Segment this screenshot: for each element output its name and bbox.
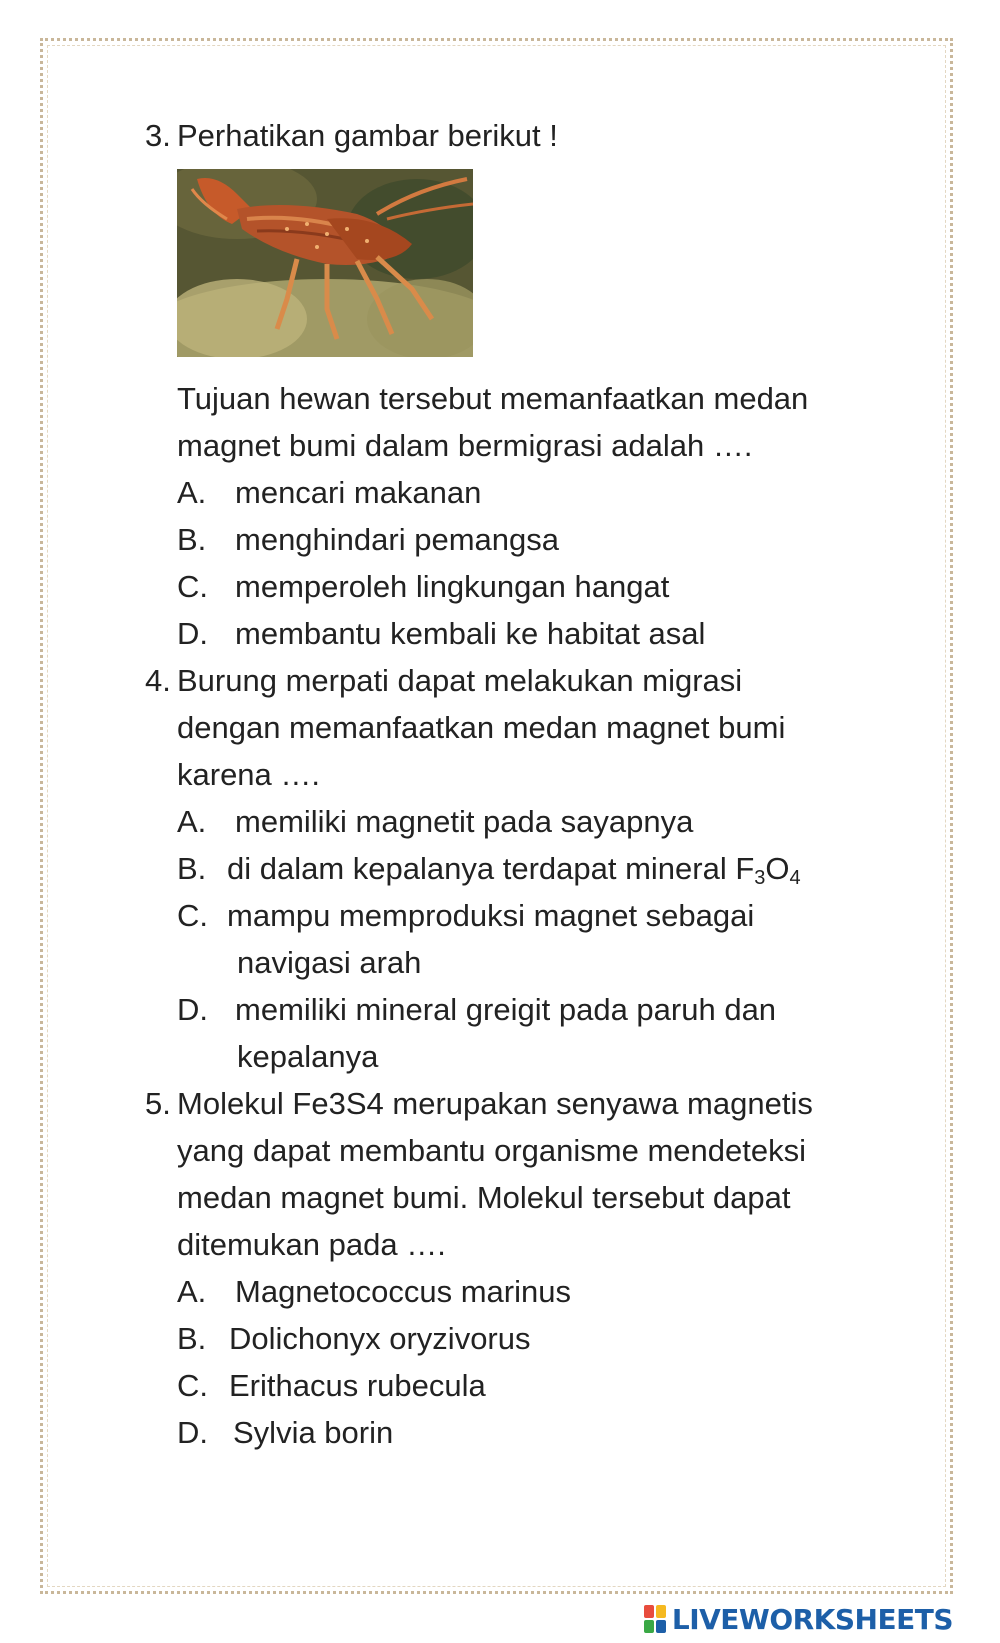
question-text-line: Molekul Fe3S4 merupakan senyawa magnetis bbox=[177, 1086, 813, 1121]
option-text: menghindari pemangsa bbox=[235, 522, 559, 557]
question-5 bbox=[145, 1080, 865, 1456]
option-a[interactable] bbox=[177, 469, 865, 516]
option-text: mencari makanan bbox=[235, 475, 482, 510]
question-text-line: medan magnet bumi. Molekul tersebut dapat bbox=[177, 1180, 791, 1215]
question-3 bbox=[145, 112, 865, 657]
option-text-continued: kepalanya bbox=[237, 1039, 379, 1074]
option-text: memiliki mineral greigit pada paruh dan bbox=[235, 992, 777, 1027]
option-text: Dolichonyx oryzivorus bbox=[229, 1321, 531, 1356]
lobster-photo bbox=[177, 169, 473, 357]
option-letter: B. bbox=[177, 1321, 207, 1356]
question-text-line: ditemukan pada …. bbox=[177, 1227, 446, 1262]
option-c[interactable] bbox=[177, 1362, 865, 1409]
worksheet-content bbox=[145, 112, 865, 1456]
subscript-4: 4 bbox=[789, 867, 801, 889]
option-letter: D. bbox=[177, 616, 208, 651]
option-letter: A. bbox=[177, 1274, 207, 1309]
option-text: di dalam kepalanya terdapat mineral F bbox=[227, 851, 755, 886]
option-letter: B. bbox=[177, 522, 207, 557]
question-number: 5. bbox=[145, 1086, 171, 1121]
question-4 bbox=[145, 657, 865, 1080]
option-letter: B. bbox=[177, 851, 207, 886]
question-text: Perhatikan gambar berikut ! bbox=[177, 118, 558, 153]
formula-o: O bbox=[765, 851, 790, 886]
option-letter: A. bbox=[177, 804, 207, 839]
logo-square-yellow bbox=[656, 1605, 666, 1618]
option-letter: D. bbox=[177, 992, 208, 1027]
option-b[interactable] bbox=[177, 1315, 865, 1362]
option-letter: C. bbox=[177, 898, 208, 933]
option-a[interactable] bbox=[177, 798, 865, 845]
option-d[interactable] bbox=[177, 610, 865, 657]
option-text-continued: navigasi arah bbox=[237, 945, 422, 980]
option-b[interactable] bbox=[177, 845, 865, 892]
option-letter: D. bbox=[177, 1415, 208, 1450]
option-text: membantu kembali ke habitat asal bbox=[235, 616, 706, 651]
option-b[interactable] bbox=[177, 516, 865, 563]
option-letter: A. bbox=[177, 475, 207, 510]
option-a[interactable] bbox=[177, 1268, 865, 1315]
question-text-line: karena …. bbox=[177, 757, 321, 792]
option-text: mampu memproduksi magnet sebagai bbox=[227, 898, 755, 933]
liveworksheets-logo-icon bbox=[644, 1605, 666, 1633]
logo-square-blue bbox=[656, 1620, 666, 1633]
option-d[interactable] bbox=[177, 986, 865, 1080]
option-text: Sylvia borin bbox=[233, 1415, 394, 1450]
option-text: memperoleh lingkungan hangat bbox=[235, 569, 670, 604]
subscript-3: 3 bbox=[754, 867, 766, 889]
option-text: Erithacus rubecula bbox=[229, 1368, 486, 1403]
question-text-line: dengan memanfaatkan medan magnet bumi bbox=[177, 710, 786, 745]
liveworksheets-logo bbox=[644, 1601, 953, 1637]
logo-square-red bbox=[644, 1605, 654, 1618]
question-number: 3. bbox=[145, 118, 171, 153]
option-d[interactable] bbox=[177, 1409, 865, 1456]
logo-square-green bbox=[644, 1620, 654, 1633]
question-prompt-line: Tujuan hewan tersebut memanfaatkan medan bbox=[177, 381, 809, 416]
option-text: memiliki magnetit pada sayapnya bbox=[235, 804, 694, 839]
option-letter: C. bbox=[177, 569, 208, 604]
option-text: Magnetococcus marinus bbox=[235, 1274, 571, 1309]
question-text-line: Burung merpati dapat melakukan migrasi bbox=[177, 663, 743, 698]
question-number: 4. bbox=[145, 663, 171, 698]
question-text-line: yang dapat membantu organisme mendeteksi bbox=[177, 1133, 806, 1168]
option-letter: C. bbox=[177, 1368, 208, 1403]
option-c[interactable] bbox=[177, 563, 865, 610]
question-prompt-line: magnet bumi dalam bermigrasi adalah …. bbox=[177, 428, 753, 463]
option-c[interactable] bbox=[177, 892, 865, 986]
logo-text: LIVEWORKSHEETS bbox=[671, 1602, 953, 1636]
